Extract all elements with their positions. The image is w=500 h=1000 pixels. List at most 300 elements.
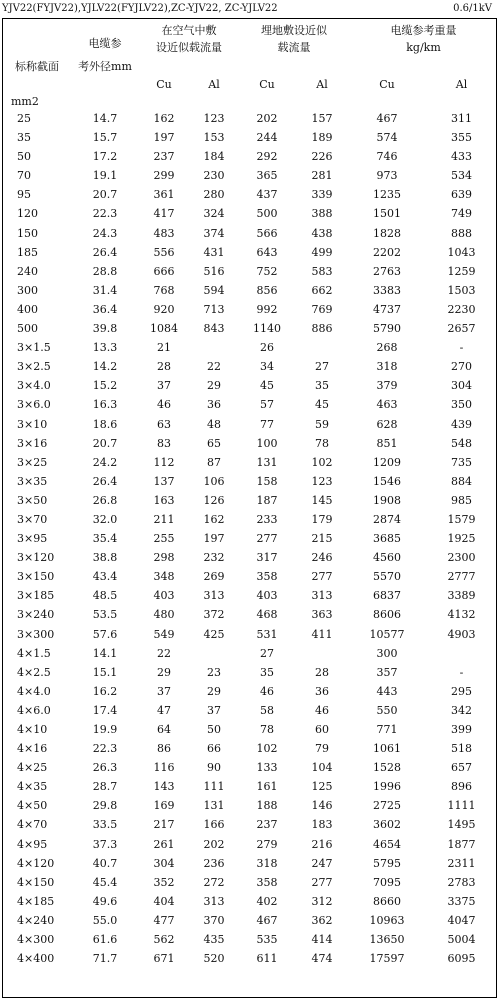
weight-cu-cell: 300 <box>376 646 398 660</box>
weight-cu-cell: 3685 <box>373 532 401 546</box>
section-cell: 3×240 <box>17 608 55 622</box>
table-row <box>3 319 498 338</box>
ground-al-cell: 277 <box>311 875 333 889</box>
weight-al-cell: 342 <box>451 703 472 717</box>
section-cell: 400 <box>17 302 38 316</box>
table-row <box>3 415 498 434</box>
weight-cu-cell: 5795 <box>373 856 401 870</box>
table-row <box>3 739 498 758</box>
table-row <box>3 949 498 968</box>
outer-diameter-cell: 22.3 <box>92 742 118 756</box>
air-cu-cell: 403 <box>153 589 175 603</box>
table-row <box>3 815 498 834</box>
outer-diameter-cell: 26.8 <box>92 493 118 507</box>
ground-al-cell: 145 <box>311 493 333 507</box>
outer-diameter-cell: 26.3 <box>92 761 118 775</box>
table-row <box>3 376 498 395</box>
section-cell: 4×185 <box>17 894 55 908</box>
ground-cu-cell: 102 <box>256 742 278 756</box>
air-al-cell: 202 <box>203 837 225 851</box>
air-al-cell: 48 <box>207 417 221 431</box>
air-al-cell: 37 <box>207 703 221 717</box>
table-row <box>3 835 498 854</box>
section-cell: 3×10 <box>17 417 48 431</box>
air-cu-cell: 556 <box>153 245 175 259</box>
outer-diameter-cell: 14.7 <box>92 112 118 125</box>
weight-al-cell: 657 <box>451 761 472 775</box>
air-al-cell: 236 <box>203 856 225 870</box>
air-cu-cell: 37 <box>157 379 171 393</box>
cable-spec-table <box>3 19 498 968</box>
ground-cu-cell: 78 <box>260 723 274 736</box>
weight-cu-cell: 10577 <box>369 627 405 641</box>
table-row <box>3 185 498 204</box>
section-cell: 3×150 <box>17 570 55 584</box>
section-cell: 50 <box>17 150 31 164</box>
table-row <box>3 567 498 586</box>
air-cu-cell: 483 <box>153 226 175 240</box>
weight-al-cell: 350 <box>451 398 472 412</box>
outer-diameter-header: 电缆参 <box>88 37 122 50</box>
table-row <box>3 605 498 624</box>
air-al-cell: 313 <box>203 589 225 603</box>
weight-cu-header: Cu <box>379 77 395 91</box>
weight-cu-cell: 3602 <box>373 818 401 832</box>
weight-al-cell: 3375 <box>447 894 476 908</box>
weight-al-cell: 304 <box>451 379 472 393</box>
outer-diameter-cell: 20.7 <box>92 436 118 450</box>
ground-cu-cell: 161 <box>256 780 278 794</box>
weight-cu-cell: 7095 <box>373 875 401 889</box>
weight-al-cell: 2311 <box>447 856 476 870</box>
ground-al-cell: 226 <box>311 150 333 164</box>
ground-al-cell: 388 <box>311 207 333 221</box>
weight-al-cell: 5004 <box>447 933 476 947</box>
outer-diameter-cell: 39.8 <box>92 322 118 336</box>
air-cu-cell: 480 <box>153 608 175 622</box>
ground-cu-cell: 26 <box>260 341 274 355</box>
ground-cu-cell: 279 <box>256 837 278 851</box>
ground-cu-cell: 187 <box>256 493 278 507</box>
section-cell: 240 <box>17 264 38 278</box>
ground-cu-cell: 365 <box>256 169 278 183</box>
air-cu-cell: 21 <box>157 341 171 355</box>
ground-al-cell <box>295 338 349 357</box>
weight-cu-cell: 463 <box>376 398 398 412</box>
ground-al-cell <box>295 644 349 663</box>
weight-al-cell: - <box>459 665 464 679</box>
air-al-cell: 87 <box>207 455 221 469</box>
weight-al-cell: 1579 <box>447 512 476 526</box>
ground-cu-cell: 318 <box>256 856 278 870</box>
weight-cu-cell: 4560 <box>373 551 401 565</box>
outer-diameter-cell: 15.2 <box>92 379 118 393</box>
air-cu-cell: 562 <box>153 933 175 947</box>
air-cu-cell: 64 <box>157 723 171 736</box>
ground-cu-cell: 77 <box>260 417 274 431</box>
weight-cu-cell: 318 <box>376 360 398 374</box>
weight-cu-cell: 8606 <box>373 608 401 622</box>
ground-al-cell: 102 <box>311 455 333 469</box>
outer-diameter-cell: 26.4 <box>92 474 118 488</box>
air-cu-cell: 112 <box>153 455 175 469</box>
ground-cu-cell: 100 <box>256 436 278 450</box>
outer-diameter-cell: 45.4 <box>92 875 118 889</box>
weight-al-cell: 355 <box>451 131 472 145</box>
weight-al-cell: 2783 <box>447 875 476 889</box>
weight-cu-cell: 1528 <box>373 761 401 775</box>
weight-al-cell: 985 <box>451 493 472 507</box>
ground-cu-cell: 402 <box>256 894 278 908</box>
ground-al-cell: 27 <box>315 360 329 374</box>
ground-cu-cell: 202 <box>256 112 278 125</box>
air-al-cell: 269 <box>203 570 225 584</box>
weight-al-cell: 3389 <box>447 589 476 603</box>
ground-al-cell: 438 <box>311 226 333 240</box>
outer-diameter-cell: 15.1 <box>92 665 118 679</box>
section-cell: 4×95 <box>17 837 48 851</box>
table-row <box>3 147 498 166</box>
weight-cu-cell: 13650 <box>369 933 405 947</box>
air-cu-cell: 304 <box>153 856 175 870</box>
ground-cu-header: Cu <box>259 77 275 91</box>
air-cu-cell: 163 <box>153 493 175 507</box>
ground-cu-cell: 1140 <box>253 322 281 336</box>
section-cell: 3×4.0 <box>17 379 51 393</box>
ground-capacity-header-line2: 载流量 <box>277 40 311 54</box>
section-cell: 3×2.5 <box>17 360 51 374</box>
air-cu-cell: 549 <box>153 627 175 641</box>
ground-cu-cell: 467 <box>256 913 278 927</box>
weight-cu-cell: 1061 <box>373 742 401 756</box>
air-al-cell: 372 <box>203 608 225 622</box>
weight-cu-cell: 1546 <box>373 474 401 488</box>
outer-diameter-cell: 17.4 <box>92 703 118 717</box>
ground-cu-cell: 277 <box>256 532 278 546</box>
section-cell: 4×300 <box>17 933 55 947</box>
air-al-cell: 431 <box>203 245 225 259</box>
air-al-cell: 843 <box>203 322 225 336</box>
ground-cu-cell: 358 <box>256 875 278 889</box>
weight-cu-cell: 1996 <box>373 780 401 794</box>
weight-cu-cell: 2725 <box>373 799 401 813</box>
ground-al-cell: 45 <box>315 398 329 412</box>
table-row <box>3 796 498 815</box>
ground-al-cell: 281 <box>311 169 333 183</box>
ground-al-cell: 313 <box>311 589 333 603</box>
section-cell: 3×1.5 <box>17 341 51 355</box>
ground-al-cell: 583 <box>311 264 333 278</box>
weight-al-cell: 518 <box>451 742 472 756</box>
weight-al-cell: 884 <box>451 474 472 488</box>
ground-cu-cell: 46 <box>260 684 274 698</box>
air-cu-cell: 1084 <box>150 322 178 336</box>
outer-diameter-cell: 61.6 <box>92 933 118 947</box>
air-cu-cell: 83 <box>157 436 171 450</box>
table-row <box>3 109 498 128</box>
section-cell: 70 <box>17 169 31 183</box>
weight-al-header: Al <box>455 77 468 91</box>
ground-cu-cell: 233 <box>256 512 278 526</box>
ground-cu-cell: 358 <box>256 570 278 584</box>
outer-diameter-cell: 24.2 <box>92 455 118 469</box>
outer-diameter-cell: 18.6 <box>92 417 118 431</box>
air-al-cell <box>189 338 239 357</box>
weight-al-cell: 1259 <box>447 264 476 278</box>
weight-al-cell: 6095 <box>447 952 476 966</box>
air-cu-cell: 352 <box>153 875 175 889</box>
section-cell: 4×70 <box>17 818 48 832</box>
outer-diameter-cell: 14.1 <box>92 646 118 660</box>
outer-diameter-cell: 55.0 <box>92 913 118 927</box>
section-cell: 500 <box>17 322 38 336</box>
air-al-cell: 166 <box>203 818 225 832</box>
weight-cu-cell: 8660 <box>373 894 401 908</box>
air-al-cell: 232 <box>203 551 225 565</box>
table-body <box>3 109 498 968</box>
outer-diameter-cell: 49.6 <box>92 894 118 908</box>
weight-cu-cell: 379 <box>376 379 398 393</box>
air-cu-cell: 28 <box>157 360 171 374</box>
air-al-cell: 50 <box>207 723 221 736</box>
weight-al-cell: 548 <box>451 436 472 450</box>
section-cell: 4×2.5 <box>17 665 51 679</box>
air-al-cell: 106 <box>203 474 225 488</box>
table-header <box>3 19 498 109</box>
ground-cu-cell: 535 <box>256 933 278 947</box>
ground-cu-cell: 403 <box>256 589 278 603</box>
ground-cu-cell: 133 <box>256 761 278 775</box>
outer-diameter-cell: 19.9 <box>92 723 118 736</box>
section-cell: 300 <box>17 283 38 297</box>
air-cu-cell: 63 <box>157 417 171 431</box>
ground-al-cell: 59 <box>315 417 329 431</box>
ground-cu-cell: 566 <box>256 226 278 240</box>
air-capacity-header: 在空气中敷 <box>161 24 217 37</box>
section-cell: 4×1.5 <box>17 646 51 660</box>
ground-al-cell: 215 <box>311 532 333 546</box>
air-al-cell: 520 <box>203 952 225 966</box>
table-row <box>3 243 498 262</box>
weight-cu-cell: 2874 <box>373 512 401 526</box>
ground-cu-cell: 752 <box>256 264 278 278</box>
outer-diameter-cell: 22.3 <box>92 207 118 221</box>
weight-al-cell: 534 <box>451 169 472 183</box>
ground-al-cell: 499 <box>311 245 333 259</box>
section-cell: 3×300 <box>17 627 55 641</box>
weight-cu-cell: 574 <box>376 131 398 145</box>
table-row <box>3 682 498 701</box>
ground-al-cell: 216 <box>311 837 333 851</box>
ground-cu-cell: 131 <box>256 455 278 469</box>
ground-cu-cell: 35 <box>260 665 274 679</box>
table-row <box>3 644 498 663</box>
weight-al-cell: 1503 <box>447 283 476 297</box>
weight-cu-cell: 2763 <box>373 264 401 278</box>
air-cu-cell: 671 <box>153 952 175 966</box>
document-header <box>0 0 500 17</box>
air-al-cell: 197 <box>203 532 225 546</box>
outer-diameter-cell: 31.4 <box>92 283 118 297</box>
air-cu-cell: 768 <box>153 283 175 297</box>
weight-al-cell: 433 <box>451 150 472 164</box>
section-cell: 3×95 <box>17 532 48 546</box>
outer-diameter-cell: 29.8 <box>92 799 118 813</box>
section-cell: 4×35 <box>17 780 48 794</box>
weight-al-cell: 2777 <box>447 570 476 584</box>
ground-cu-cell: 57 <box>260 398 274 412</box>
weight-cu-cell: 771 <box>376 723 398 736</box>
weight-cu-cell: 357 <box>376 665 398 679</box>
ground-al-cell: 312 <box>311 894 333 908</box>
table-row <box>3 262 498 281</box>
air-cu-cell: 361 <box>153 188 175 202</box>
section-cell: 25 <box>17 112 31 125</box>
air-al-cell: 324 <box>203 207 225 221</box>
air-al-cell: 516 <box>203 264 225 278</box>
air-al-cell: 90 <box>207 761 221 775</box>
air-cu-cell: 116 <box>153 761 175 775</box>
table-row <box>3 281 498 300</box>
air-al-cell: 36 <box>207 398 221 412</box>
outer-diameter-cell: 40.7 <box>92 856 118 870</box>
ground-al-cell: 46 <box>315 703 329 717</box>
ground-al-cell: 36 <box>315 684 329 698</box>
outer-diameter-cell: 24.3 <box>92 226 118 240</box>
voltage-rating-label: 0.6/1kV <box>453 3 492 14</box>
outer-diameter-cell: 71.7 <box>92 952 118 966</box>
air-al-cell: 184 <box>203 150 225 164</box>
section-cell: 3×6.0 <box>17 398 51 412</box>
weight-cu-cell: 1828 <box>373 226 401 240</box>
table-row <box>3 166 498 185</box>
air-cu-cell: 162 <box>153 112 175 125</box>
section-cell: 185 <box>17 245 38 259</box>
cable-models-label: YJV22(FYJV22),YJLV22(FYJLV22),ZC-YJV22, ZC-YJLV22 <box>2 3 278 14</box>
table-row <box>3 510 498 529</box>
weight-cu-cell: 973 <box>376 169 398 183</box>
air-cu-cell: 477 <box>153 913 175 927</box>
weight-al-cell <box>425 644 498 663</box>
air-cu-cell: 237 <box>153 150 175 164</box>
table-row <box>3 625 498 644</box>
ground-al-cell: 411 <box>311 627 333 641</box>
table-row <box>3 873 498 892</box>
ground-al-cell: 189 <box>311 131 333 145</box>
air-al-header: Al <box>208 77 220 91</box>
air-al-cell: 131 <box>203 799 225 813</box>
ground-cu-cell: 611 <box>256 952 278 966</box>
air-cu-cell: 211 <box>153 512 175 526</box>
weight-cu-cell: 5790 <box>373 322 401 336</box>
section-cell: 4×16 <box>17 742 48 756</box>
air-al-cell: 230 <box>203 169 225 183</box>
table-row <box>3 663 498 682</box>
weight-cu-cell: 1209 <box>373 455 401 469</box>
air-al-cell: 425 <box>203 627 225 641</box>
air-al-cell: 29 <box>207 684 221 698</box>
ground-al-cell: 35 <box>315 379 329 393</box>
table-row <box>3 472 498 491</box>
outer-diameter-cell: 15.7 <box>92 131 118 145</box>
table-row <box>3 357 498 376</box>
air-al-cell: 594 <box>203 283 225 297</box>
weight-cu-cell: 550 <box>376 703 398 717</box>
ground-cu-cell: 500 <box>256 207 278 221</box>
weight-al-cell: 2300 <box>447 551 476 565</box>
weight-al-cell: 2230 <box>447 302 476 316</box>
section-cell: 4×400 <box>17 952 55 966</box>
weight-cu-cell: 2202 <box>373 245 401 259</box>
weight-al-cell: 1495 <box>447 818 476 832</box>
weight-al-cell: 639 <box>451 188 472 202</box>
outer-diameter-cell: 20.7 <box>92 188 118 202</box>
air-al-cell: 23 <box>207 665 221 679</box>
ground-al-cell: 146 <box>311 799 333 813</box>
air-al-cell: 280 <box>203 188 225 202</box>
table-row <box>3 529 498 548</box>
table-row <box>3 300 498 319</box>
table-row <box>3 586 498 605</box>
ground-cu-cell: 188 <box>256 799 278 813</box>
outer-diameter-cell: 53.5 <box>92 608 118 622</box>
ground-al-cell: 363 <box>311 608 333 622</box>
section-cell: 3×120 <box>17 551 55 565</box>
outer-diameter-cell: 13.3 <box>92 341 118 355</box>
weight-al-cell: 439 <box>451 417 472 431</box>
air-cu-cell: 920 <box>153 302 175 316</box>
ground-cu-cell: 643 <box>256 245 278 259</box>
section-cell: 3×50 <box>17 493 48 507</box>
air-cu-cell: 46 <box>157 398 171 412</box>
section-cell: 3×185 <box>17 589 55 603</box>
ground-cu-cell: 317 <box>256 551 278 565</box>
section-cell: 95 <box>17 188 31 202</box>
air-al-cell: 153 <box>203 131 225 145</box>
weight-cu-cell: 6837 <box>373 589 401 603</box>
weight-cu-cell: 467 <box>376 112 398 125</box>
ground-al-cell: 60 <box>315 723 329 736</box>
ground-al-cell: 886 <box>311 322 333 336</box>
air-al-cell <box>189 644 239 663</box>
air-cu-cell: 22 <box>157 646 171 660</box>
air-al-cell: 126 <box>203 493 225 507</box>
weight-al-cell: 399 <box>451 723 472 736</box>
weight-al-cell: 4903 <box>447 627 476 641</box>
table-row <box>3 434 498 453</box>
table-row <box>3 911 498 930</box>
ground-al-cell: 474 <box>311 952 333 966</box>
air-al-cell: 713 <box>203 302 225 316</box>
outer-diameter-cell: 33.5 <box>92 818 118 832</box>
ground-al-cell: 179 <box>311 512 333 526</box>
ground-al-cell: 104 <box>311 761 333 775</box>
weight-al-cell: 1925 <box>447 532 476 546</box>
air-al-cell: 22 <box>207 360 221 374</box>
air-capacity-header-line2: 设近似载流量 <box>156 40 222 54</box>
weight-cu-cell: 746 <box>376 150 398 164</box>
table-row <box>3 224 498 243</box>
outer-diameter-cell: 48.5 <box>92 589 118 603</box>
weight-al-cell: - <box>459 341 464 355</box>
weight-al-cell: 1877 <box>447 837 476 851</box>
air-al-cell: 374 <box>203 226 225 240</box>
weight-cu-cell: 1235 <box>373 188 401 202</box>
weight-al-cell: 735 <box>451 455 472 469</box>
table-row <box>3 128 498 147</box>
ground-cu-cell: 34 <box>260 360 274 374</box>
weight-al-cell: 295 <box>451 684 472 698</box>
